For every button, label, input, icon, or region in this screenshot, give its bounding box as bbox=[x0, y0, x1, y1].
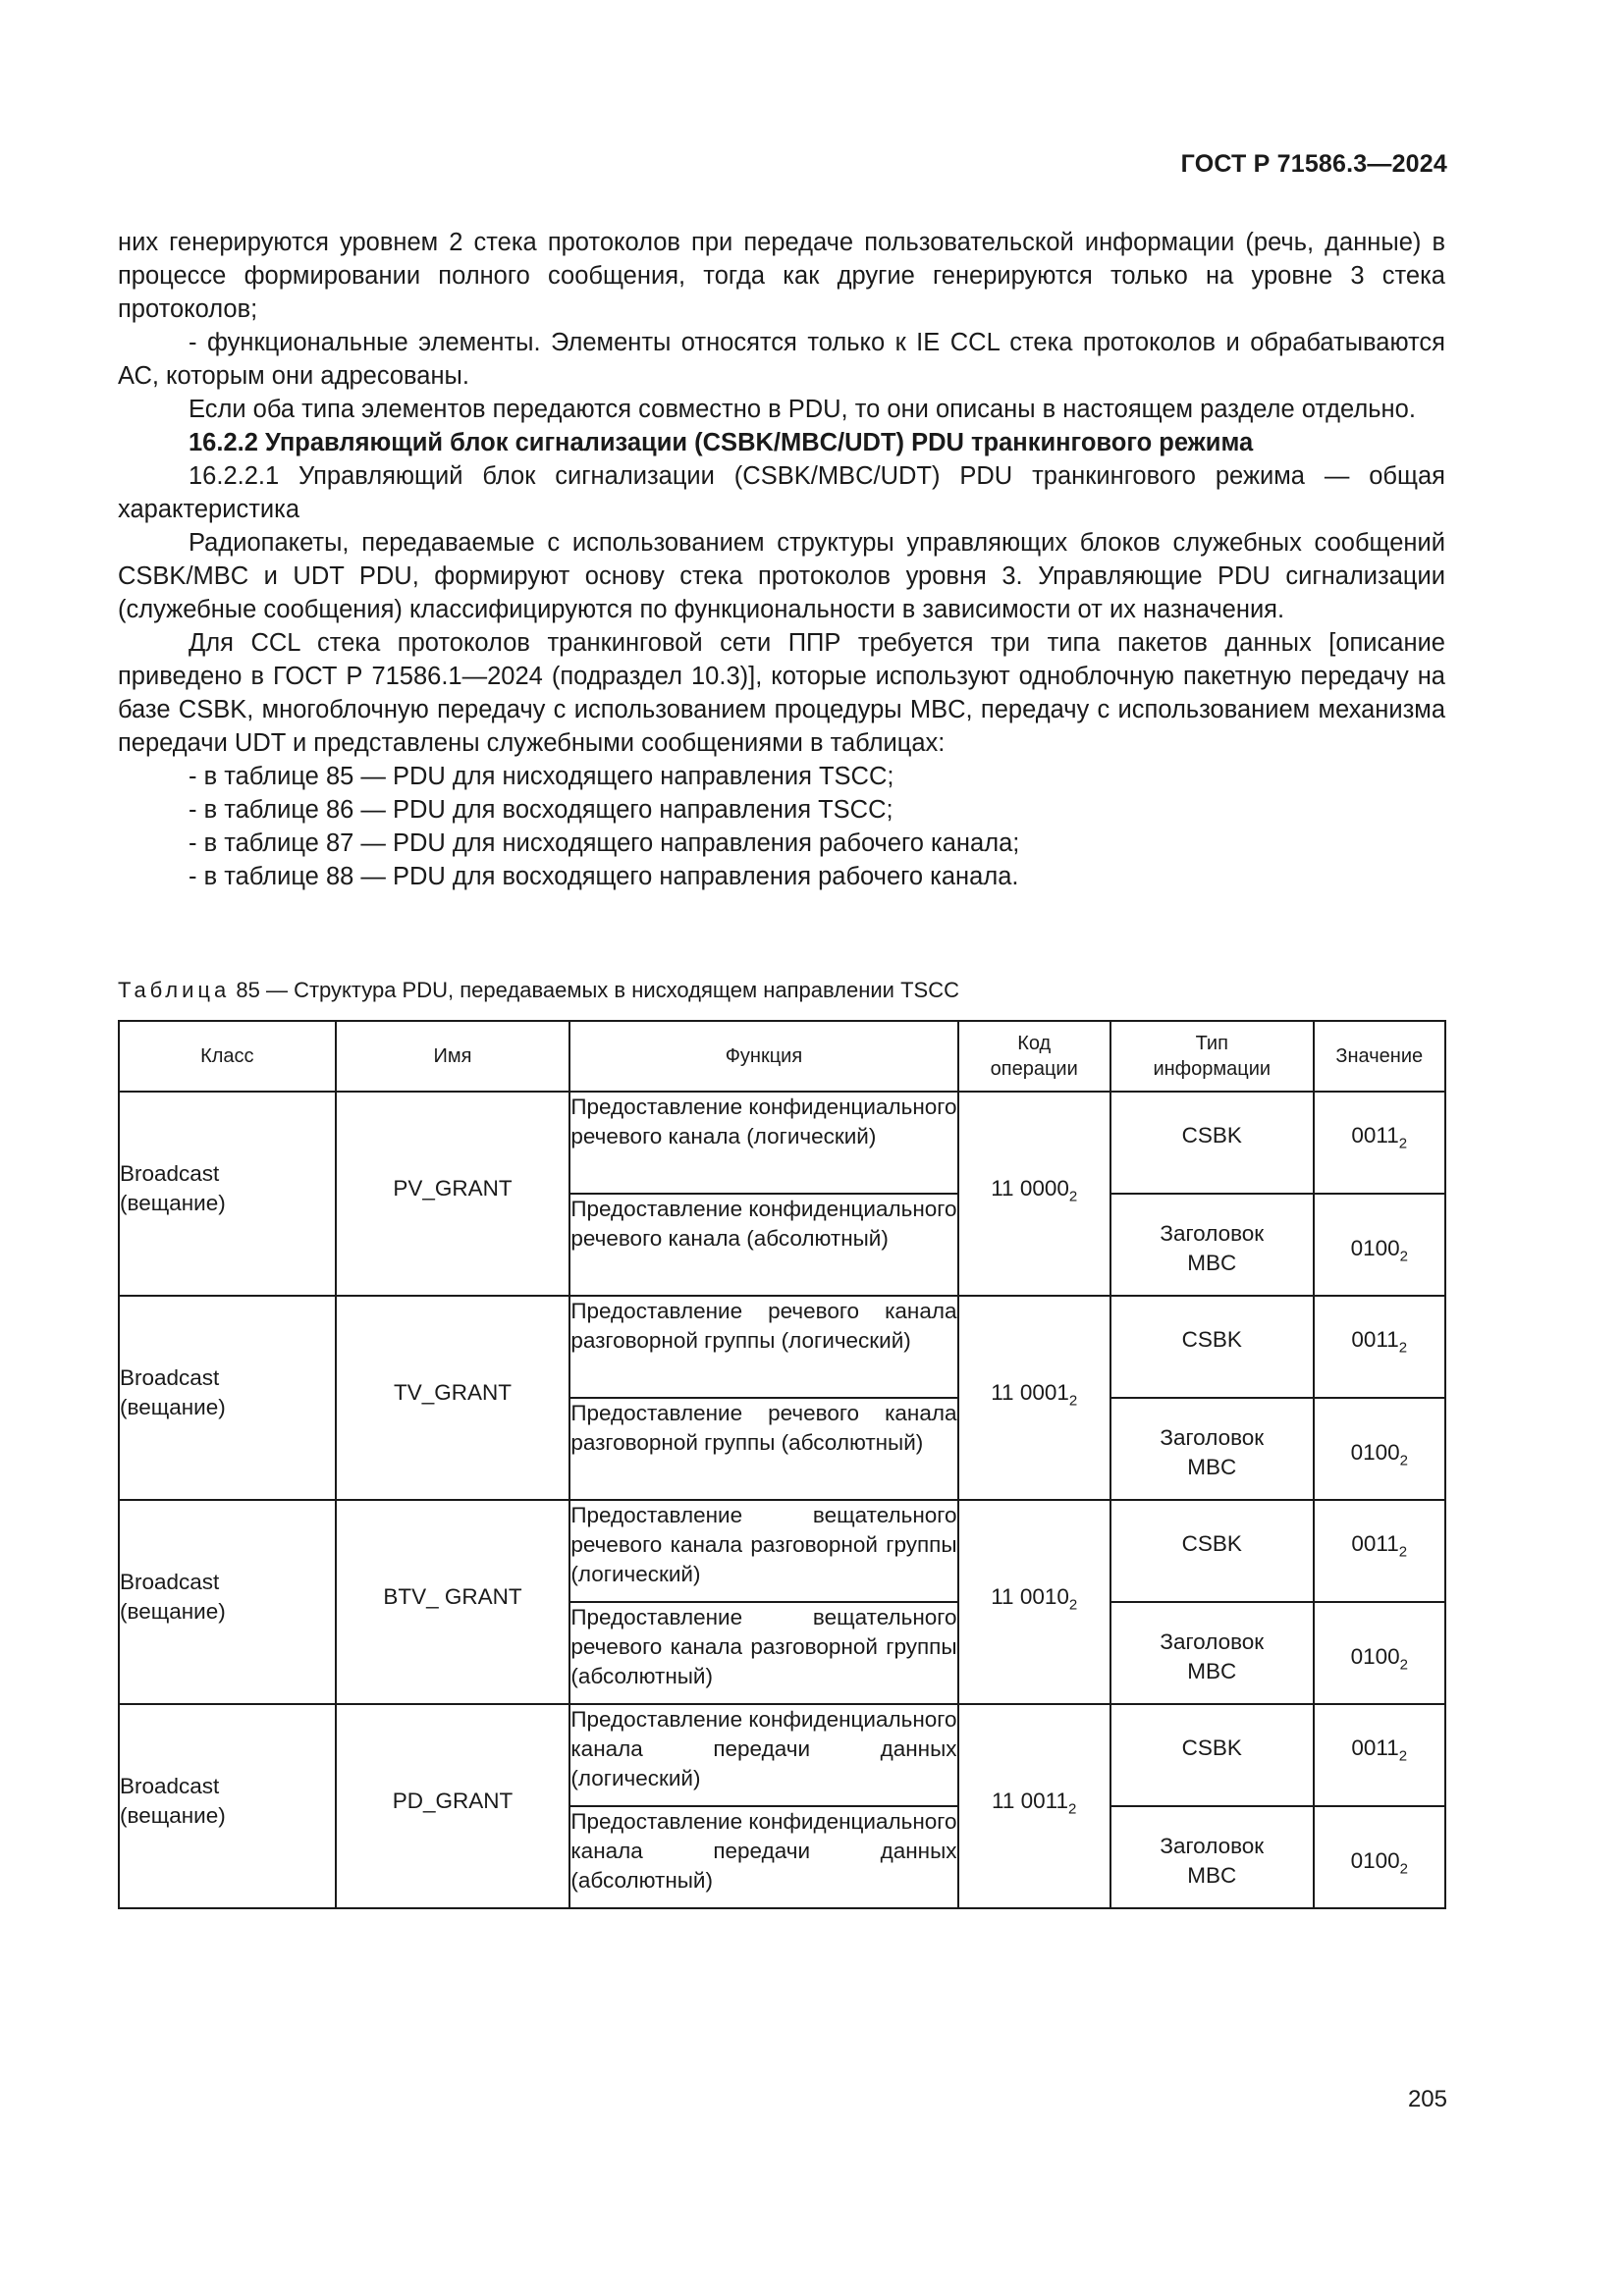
opcode-value: 11 0000 bbox=[991, 1176, 1069, 1201]
header-type-line1: Тип bbox=[1195, 1033, 1228, 1054]
value-base: 2 bbox=[1398, 1543, 1408, 1561]
opcode-value: 11 0010 bbox=[991, 1584, 1069, 1609]
class-cell bbox=[119, 1704, 336, 1908]
value-cell bbox=[1314, 1398, 1445, 1500]
pdu-name: BTV_ GRANT bbox=[383, 1584, 522, 1609]
table-row bbox=[119, 1296, 1445, 1398]
function-cell: Предоставление конфиденциального канала передачи данных (абсолютный) bbox=[569, 1806, 957, 1908]
opcode-cell bbox=[958, 1704, 1110, 1908]
value-text: 0011 bbox=[1351, 1123, 1399, 1148]
info-type-sub: MBC bbox=[1187, 1455, 1237, 1479]
info-type: Заголовок bbox=[1160, 1834, 1265, 1858]
table-row bbox=[119, 1704, 1445, 1806]
header-type-line2: информации bbox=[1153, 1058, 1272, 1080]
header-type bbox=[1110, 1021, 1314, 1092]
class-cell bbox=[119, 1500, 336, 1704]
name-cell bbox=[336, 1500, 570, 1704]
body-text bbox=[118, 226, 1445, 893]
value-base: 2 bbox=[1399, 1248, 1408, 1265]
header-code-line1: Код bbox=[1017, 1033, 1052, 1054]
class-text-ru: (вещание) bbox=[120, 1599, 226, 1624]
info-type: Заголовок bbox=[1160, 1425, 1265, 1450]
function-cell: Предоставление конфиденциального речевого канала (абсолютный) bbox=[569, 1194, 957, 1296]
info-type-sub: MBC bbox=[1187, 1863, 1237, 1888]
info-type-cell bbox=[1110, 1500, 1314, 1602]
page-number: 205 bbox=[1407, 2086, 1447, 2112]
value-text: 0011 bbox=[1351, 1327, 1399, 1352]
opcode-value: 11 0011 bbox=[992, 1789, 1069, 1813]
paragraph-both-types: Если оба типа элементов передаются совместно в PDU, то они описаны в настоящем разделе отдельно. bbox=[189, 396, 1416, 423]
class-text: Broadcast bbox=[120, 1774, 220, 1798]
caption-text: 85 — Структура PDU, передаваемых в нисходящем направлении TSCC bbox=[230, 978, 959, 1002]
value-cell bbox=[1314, 1092, 1445, 1194]
value-cell bbox=[1314, 1806, 1445, 1908]
name-cell bbox=[336, 1296, 570, 1500]
list-item: - в таблице 88 — PDU для восходящего направления рабочего канала. bbox=[189, 863, 1019, 890]
info-type-cell bbox=[1110, 1704, 1314, 1806]
table-header-row bbox=[119, 1021, 1445, 1092]
value-cell bbox=[1314, 1296, 1445, 1398]
info-type: CSBK bbox=[1181, 1531, 1242, 1556]
value-base: 2 bbox=[1399, 1452, 1408, 1469]
class-text-ru: (вещание) bbox=[120, 1803, 226, 1828]
info-type: Заголовок bbox=[1160, 1221, 1265, 1246]
opcode-base: 2 bbox=[1068, 1596, 1078, 1614]
function-cell: Предоставление вещательного речевого канала разговорной группы (логический) bbox=[569, 1500, 957, 1602]
list-item: - в таблице 87 — PDU для нисходящего направления рабочего канала; bbox=[189, 829, 1020, 857]
header-class: Класс bbox=[119, 1021, 336, 1092]
value-base: 2 bbox=[1398, 1747, 1408, 1765]
info-type-sub: MBC bbox=[1187, 1251, 1237, 1275]
paragraph-radio-packets: Радиопакеты, передаваемые с использованием структуры управляющих блоков служебных сообщений CSBK/MBC и UDT PDU, формируют основу стека протоколов уровня 3. Управляющие PDU сигнализации (служебные сообщения) классифицируются по функциональности в зависимости от их назначения. bbox=[118, 529, 1445, 623]
pdu-name: PV_GRANT bbox=[393, 1176, 513, 1201]
class-cell bbox=[119, 1296, 336, 1500]
document-header: ГОСТ Р 71586.3—2024 bbox=[1180, 150, 1447, 178]
section-heading: 16.2.2 Управляющий блок сигнализации (CSBK/MBC/UDT) PDU транкингового режима bbox=[189, 429, 1254, 456]
value-cell bbox=[1314, 1194, 1445, 1296]
value-text: 0100 bbox=[1350, 1644, 1400, 1669]
value-base: 2 bbox=[1399, 1860, 1408, 1878]
paragraph-continuation: них генерируются уровнем 2 стека протоколов при передаче пользовательской информации (речь, данные) в процессе формировании полного сообщения, тогда как другие генерируются только на уровне 3 стека протоколов; bbox=[118, 229, 1445, 323]
class-text: Broadcast bbox=[120, 1570, 220, 1594]
opcode-base: 2 bbox=[1068, 1392, 1078, 1410]
function-cell: Предоставление конфиденциального канала передачи данных (логический) bbox=[569, 1704, 957, 1806]
info-type-cell bbox=[1110, 1194, 1314, 1296]
value-cell bbox=[1314, 1704, 1445, 1806]
class-text: Broadcast bbox=[120, 1365, 220, 1390]
value-text: 0011 bbox=[1351, 1735, 1399, 1760]
info-type: CSBK bbox=[1181, 1327, 1242, 1352]
class-cell bbox=[119, 1092, 336, 1296]
table-caption bbox=[118, 978, 959, 1003]
name-cell bbox=[336, 1092, 570, 1296]
info-type: Заголовок bbox=[1160, 1629, 1265, 1654]
value-text: 0100 bbox=[1350, 1848, 1400, 1873]
class-text: Broadcast bbox=[120, 1161, 220, 1186]
function-cell: Предоставление вещательного речевого канала разговорной группы (абсолютный) bbox=[569, 1602, 957, 1704]
paragraph-functional-elements: - функциональные элементы. Элементы относятся только к IE CCL стека протоколов и обрабатываются АС, которым они адресованы. bbox=[118, 329, 1445, 390]
value-cell bbox=[1314, 1602, 1445, 1704]
info-type-cell bbox=[1110, 1296, 1314, 1398]
opcode-base: 2 bbox=[1068, 1800, 1077, 1818]
paragraph-ccl-types: Для CCL стека протоколов транкинговой сети ППР требуется три типа пакетов данных [описание приведено в ГОСТ Р 71586.1—2024 (подраздел 10.3)], которые используют одноблочную пакетную передачу на базе CSBK, многоблочную передачу с использованием процедуры MBC, передачу с использованием механизма передачи UDT и представлены служебными сообщениями в таблицах: bbox=[118, 629, 1445, 757]
opcode-cell bbox=[958, 1092, 1110, 1296]
info-type-cell bbox=[1110, 1806, 1314, 1908]
value-text: 0100 bbox=[1350, 1440, 1400, 1465]
opcode-cell bbox=[958, 1500, 1110, 1704]
info-type-cell bbox=[1110, 1602, 1314, 1704]
info-type-cell bbox=[1110, 1398, 1314, 1500]
info-type-sub: MBC bbox=[1187, 1659, 1237, 1683]
function-cell: Предоставление речевого канала разговорной группы (логический) bbox=[569, 1296, 957, 1398]
header-name: Имя bbox=[336, 1021, 570, 1092]
value-base: 2 bbox=[1399, 1656, 1408, 1674]
header-code bbox=[958, 1021, 1110, 1092]
table-row bbox=[119, 1500, 1445, 1602]
info-type: CSBK bbox=[1181, 1735, 1242, 1760]
function-cell: Предоставление речевого канала разговорной группы (абсолютный) bbox=[569, 1398, 957, 1500]
table-reference-list bbox=[118, 760, 1445, 893]
value-base: 2 bbox=[1398, 1135, 1408, 1152]
info-type: CSBK bbox=[1181, 1123, 1242, 1148]
pdu-structure-table bbox=[118, 1020, 1446, 1909]
pdu-name: TV_GRANT bbox=[393, 1380, 512, 1405]
class-text-ru: (вещание) bbox=[120, 1395, 226, 1419]
value-cell bbox=[1314, 1500, 1445, 1602]
opcode-base: 2 bbox=[1068, 1188, 1078, 1205]
value-base: 2 bbox=[1398, 1339, 1408, 1357]
pdu-name: PD_GRANT bbox=[392, 1789, 514, 1813]
value-text: 0100 bbox=[1350, 1236, 1400, 1260]
info-type-cell bbox=[1110, 1092, 1314, 1194]
header-function: Функция bbox=[569, 1021, 957, 1092]
subsection-title: 16.2.2.1 Управляющий блок сигнализации (CSBK/MBC/UDT) PDU транкингового режима — общая характеристика bbox=[118, 462, 1445, 523]
function-cell: Предоставление конфиденциального речевого канала (логический) bbox=[569, 1092, 957, 1194]
value-text: 0011 bbox=[1351, 1531, 1399, 1556]
list-item: - в таблице 86 — PDU для восходящего направления TSCC; bbox=[189, 796, 893, 824]
header-code-line2: операции bbox=[990, 1058, 1078, 1080]
class-text-ru: (вещание) bbox=[120, 1191, 226, 1215]
opcode-cell bbox=[958, 1296, 1110, 1500]
list-item: - в таблице 85 — PDU для нисходящего направления TSCC; bbox=[189, 763, 894, 790]
opcode-value: 11 0001 bbox=[991, 1380, 1069, 1405]
name-cell bbox=[336, 1704, 570, 1908]
table-row bbox=[119, 1092, 1445, 1194]
caption-label: Таблица bbox=[118, 978, 231, 1002]
header-value: Значение bbox=[1314, 1021, 1445, 1092]
